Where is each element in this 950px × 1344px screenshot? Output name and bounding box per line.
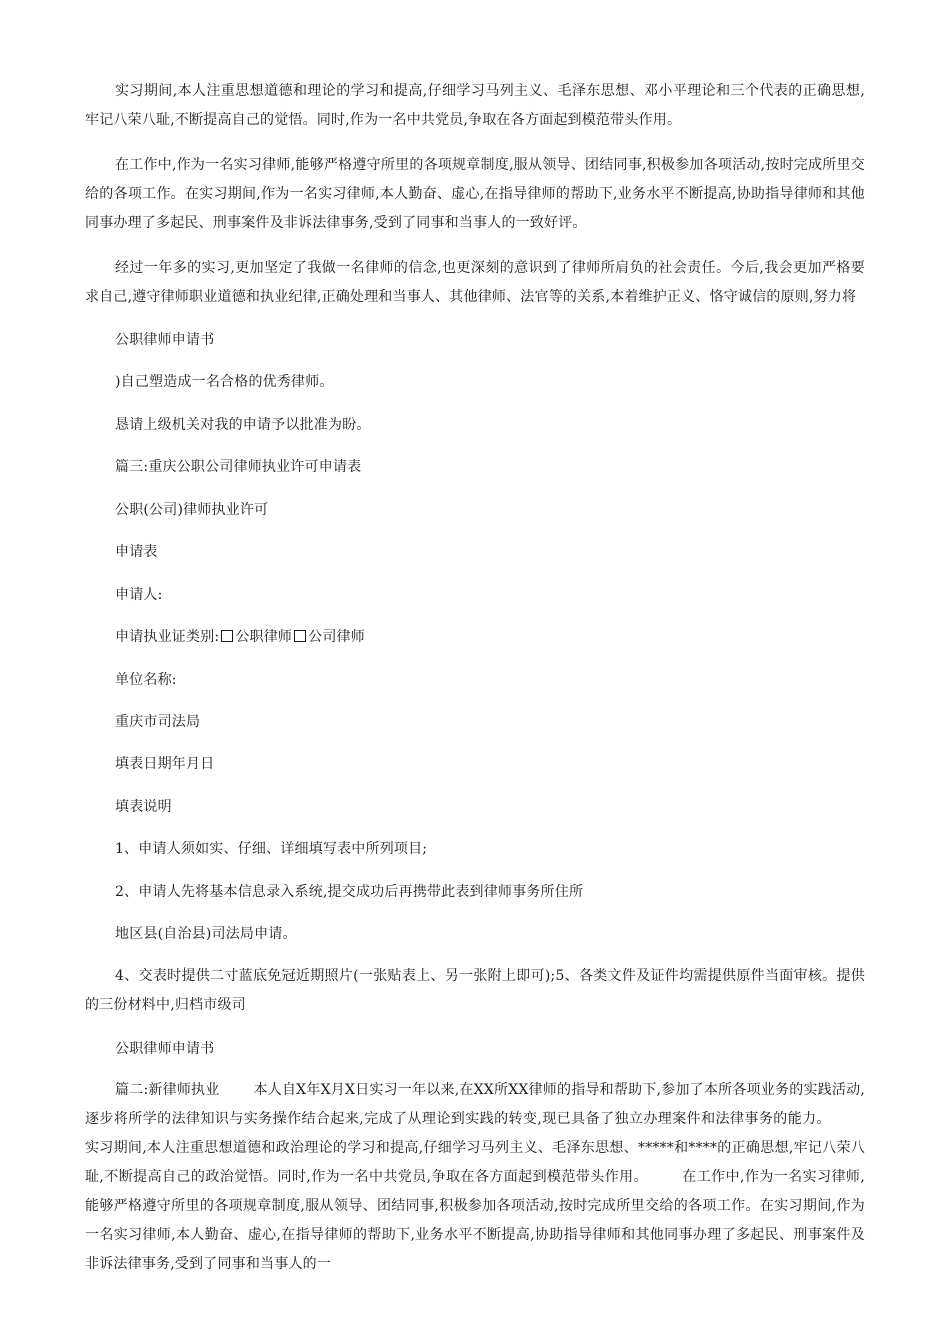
paragraph-instruction-4-5: 4、交表时提供二寸蓝底免冠近期照片(一张贴表上、另一张附上即可);5、各类文件及证件均需提供原件当面审核。提供的三份材料中,归档市级司 <box>85 968 865 1013</box>
company-lawyer-checkbox <box>294 630 306 642</box>
paragraph-conclusion: 经过一年多的实习,更加坚定了我做一名律师的信念,也更深刻的意识到了律师所肩负的社会责任。今后,我会更加严格要求自己,遵守律师职业道德和执业纪律,正确处理和当事人、其他律师、法官等的关系,本着维护正义、恪守诚信的原则,努力将 <box>85 260 865 305</box>
line-form-label: 申请表 <box>115 544 158 560</box>
section-two-study: 实习期间,本人注重思想道德和政治理论的学习和提高,仔细学习马列主义、毛泽东思想、*****和****的正确思想,牢记八荣八耻,不断提高自己的政治觉悟。同时,作为一名中共党员,争取在各方面起到模范带头作用。 <box>85 1140 865 1185</box>
line-license-category <box>115 627 365 647</box>
paragraph-internship-study: 实习期间,本人注重思想道德和理论的学习和提高,仔细学习马列主义、毛泽东思想、邓小平理论和三个代表的正确思想,牢记八荣八耻,不断提高自己的觉悟。同时,作为一名中共党员,争取在各方面起到模范带头作用。 <box>85 83 865 128</box>
line-unit-name-value: 重庆市司法局 <box>115 714 201 730</box>
line-shape-lawyer: )自己塑造成一名合格的优秀律师。 <box>115 374 334 390</box>
line-instructions-title: 填表说明 <box>115 799 172 815</box>
line-applicant-label: 申请人: <box>115 587 163 603</box>
line-fill-date: 填表日期年月日 <box>115 756 215 772</box>
public-lawyer-option: 公职律师 <box>235 629 293 645</box>
line-section-three-title: 篇三:重庆公职公司律师执业许可申请表 <box>115 459 362 475</box>
section-two-title: 篇二:新律师执业 <box>115 1082 220 1098</box>
license-category-label: 申请执业证类别: <box>115 629 220 645</box>
paragraph-work-conduct: 在工作中,作为一名实习律师,能够严格遵守所里的各项规章制度,服从领导、团结同事,积极参加各项活动,按时完成所里交给的各项工作。在实习期间,作为一名实习律师,本人勤奋、虚心,在指导律师的帮助下,业务水平不断提高,协助指导律师和其他同事办理了多起民、刑事案件及非诉法律事务,受到了同事和当事人的一致好评。 <box>85 157 865 231</box>
public-lawyer-checkbox <box>221 630 233 642</box>
line-instruction-1: 1、申请人须如实、仔细、详细填写表中所列项目; <box>115 841 428 857</box>
line-request-approval: 恳请上级机关对我的申请予以批准为盼。 <box>115 417 371 433</box>
line-application-title: 公职律师申请书 <box>115 332 215 348</box>
line-unit-name-label: 单位名称: <box>115 672 177 688</box>
line-application-title-2: 公职律师申请书 <box>115 1041 215 1057</box>
line-license-title: 公职(公司)律师执业许可 <box>115 502 269 518</box>
line-instruction-2-cont: 地区县(自治县)司法局申请。 <box>115 926 297 942</box>
section-two-work: 在工作中,作为一名实习律师,能够严格遵守所里的各项规章制度,服从领导、团结同事,积极参加各项活动,按时完成所里交给的各项工作。在实习期间,作为一名实习律师,本人勤奋、虚心,在指导律师的帮助下,业务水平不断提高,协助指导律师和其他同事办理了多起民、刑事案件及非诉法律事务,受到了同事和当事人的一 <box>85 1169 865 1272</box>
line-instruction-2: 2、申请人先将基本信息录入系统,提交成功后再携带此表到律师事务所住所 <box>115 884 584 900</box>
section-two-intro: 本人自X年X月X日实习一年以来,在XX所XX律师的指导和帮助下,参加了本所各项业务的实践活动,逐步将所学的法律知识与实务操作结合起来,完成了从理论到实践的转变,现已具备了独立办理案件和法律事务的能力。 <box>85 1082 865 1127</box>
paragraph-section-two <box>85 1076 865 1279</box>
company-lawyer-option: 公司律师 <box>308 629 365 645</box>
